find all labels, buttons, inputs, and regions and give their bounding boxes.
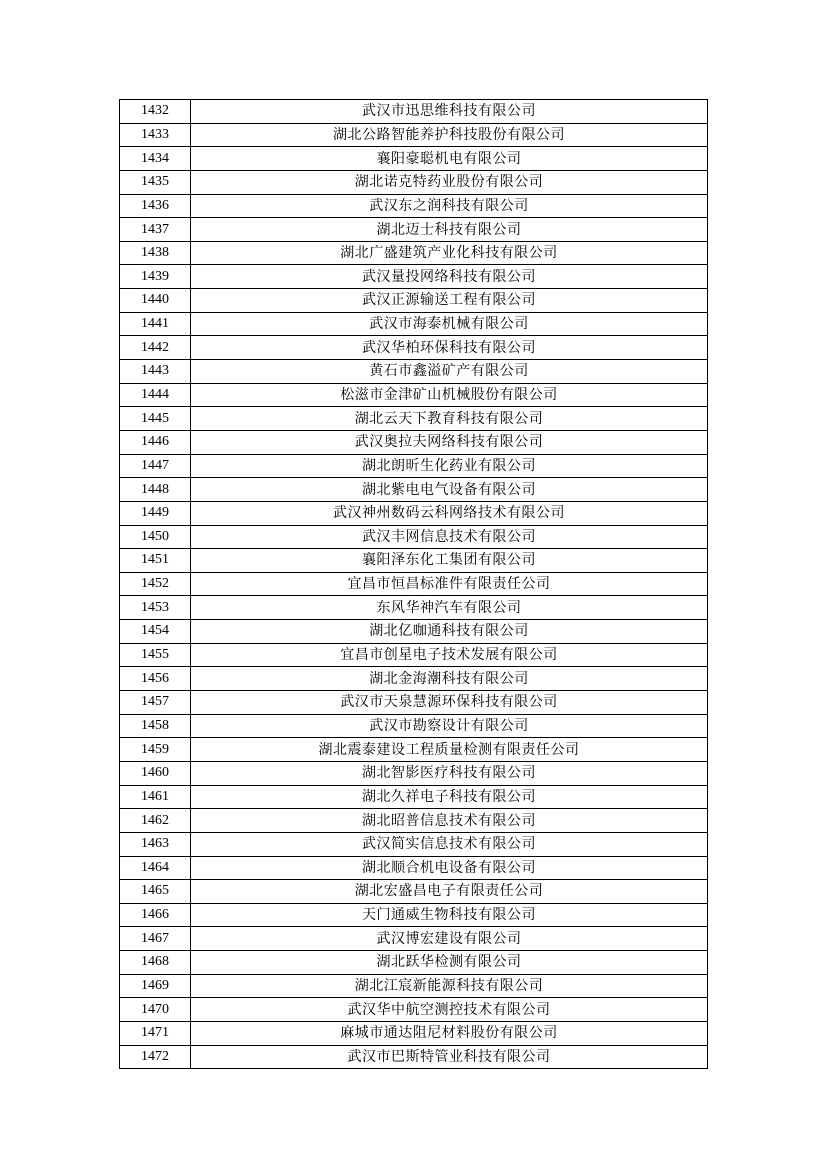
table-row — [120, 407, 708, 431]
table-row — [120, 218, 708, 242]
company-name-cell: 武汉奥拉夫网络科技有限公司 — [191, 430, 708, 454]
table-row — [120, 832, 708, 856]
table-row — [120, 596, 708, 620]
row-number-cell: 1433 — [120, 123, 191, 147]
row-number-cell: 1458 — [120, 714, 191, 738]
row-number-cell: 1448 — [120, 478, 191, 502]
table-row — [120, 454, 708, 478]
company-list-body — [120, 100, 708, 1069]
company-name-cell: 武汉博宏建设有限公司 — [191, 927, 708, 951]
company-name-cell: 武汉正源输送工程有限公司 — [191, 289, 708, 313]
table-row — [120, 903, 708, 927]
table-row — [120, 430, 708, 454]
company-name-cell: 湖北云天下教育科技有限公司 — [191, 407, 708, 431]
row-number-cell: 1436 — [120, 194, 191, 218]
row-number-cell: 1440 — [120, 289, 191, 313]
table-row — [120, 194, 708, 218]
row-number-cell: 1445 — [120, 407, 191, 431]
row-number-cell: 1452 — [120, 572, 191, 596]
company-name-cell: 麻城市通达阻尼材料股份有限公司 — [191, 1021, 708, 1045]
row-number-cell: 1444 — [120, 383, 191, 407]
company-name-cell: 武汉市迅思维科技有限公司 — [191, 100, 708, 124]
table-row — [120, 265, 708, 289]
table-row — [120, 620, 708, 644]
row-number-cell: 1462 — [120, 809, 191, 833]
company-name-cell: 湖北迈士科技有限公司 — [191, 218, 708, 242]
row-number-cell: 1434 — [120, 147, 191, 171]
table-row — [120, 880, 708, 904]
table-row — [120, 643, 708, 667]
table-row — [120, 123, 708, 147]
company-name-cell: 天门通威生物科技有限公司 — [191, 903, 708, 927]
company-name-cell: 武汉丰网信息技术有限公司 — [191, 525, 708, 549]
row-number-cell: 1446 — [120, 430, 191, 454]
row-number-cell: 1461 — [120, 785, 191, 809]
company-name-cell: 宜昌市恒昌标准件有限责任公司 — [191, 572, 708, 596]
company-name-cell: 襄阳豪聪机电有限公司 — [191, 147, 708, 171]
row-number-cell: 1466 — [120, 903, 191, 927]
table-row — [120, 1045, 708, 1069]
row-number-cell: 1457 — [120, 691, 191, 715]
table-row — [120, 360, 708, 384]
row-number-cell: 1442 — [120, 336, 191, 360]
row-number-cell: 1455 — [120, 643, 191, 667]
company-name-cell: 武汉华中航空测控技术有限公司 — [191, 998, 708, 1022]
row-number-cell: 1432 — [120, 100, 191, 124]
table-row — [120, 785, 708, 809]
company-name-cell: 武汉神州数码云科网络技术有限公司 — [191, 501, 708, 525]
company-name-cell: 湖北诺克特药业股份有限公司 — [191, 170, 708, 194]
company-name-cell: 湖北久祥电子科技有限公司 — [191, 785, 708, 809]
row-number-cell: 1467 — [120, 927, 191, 951]
company-name-cell: 湖北震泰建设工程质量检测有限责任公司 — [191, 738, 708, 762]
company-name-cell: 武汉简实信息技术有限公司 — [191, 832, 708, 856]
row-number-cell: 1465 — [120, 880, 191, 904]
company-name-cell: 湖北紫电电气设备有限公司 — [191, 478, 708, 502]
table-row — [120, 147, 708, 171]
company-name-cell: 湖北宏盛昌电子有限责任公司 — [191, 880, 708, 904]
row-number-cell: 1449 — [120, 501, 191, 525]
company-name-cell: 湖北顺合机电设备有限公司 — [191, 856, 708, 880]
table-row — [120, 478, 708, 502]
row-number-cell: 1472 — [120, 1045, 191, 1069]
company-name-cell: 湖北昭普信息技术有限公司 — [191, 809, 708, 833]
company-name-cell: 松滋市金津矿山机械股份有限公司 — [191, 383, 708, 407]
company-name-cell: 湖北朗昕生化药业有限公司 — [191, 454, 708, 478]
row-number-cell: 1470 — [120, 998, 191, 1022]
row-number-cell: 1454 — [120, 620, 191, 644]
company-name-cell: 湖北亿咖通科技有限公司 — [191, 620, 708, 644]
company-name-cell: 湖北跃华检测有限公司 — [191, 951, 708, 975]
row-number-cell: 1463 — [120, 832, 191, 856]
company-name-cell: 湖北广盛建筑产业化科技有限公司 — [191, 241, 708, 265]
row-number-cell: 1435 — [120, 170, 191, 194]
company-name-cell: 黄石市鑫溢矿产有限公司 — [191, 360, 708, 384]
table-row — [120, 809, 708, 833]
table-row — [120, 714, 708, 738]
table-row — [120, 312, 708, 336]
table-row — [120, 951, 708, 975]
table-row — [120, 336, 708, 360]
table-row — [120, 998, 708, 1022]
company-name-cell: 襄阳泽东化工集团有限公司 — [191, 549, 708, 573]
table-row — [120, 100, 708, 124]
table-row — [120, 761, 708, 785]
company-name-cell: 东风华神汽车有限公司 — [191, 596, 708, 620]
row-number-cell: 1439 — [120, 265, 191, 289]
row-number-cell: 1469 — [120, 974, 191, 998]
table-row — [120, 691, 708, 715]
company-name-cell: 武汉市天泉慧源环保科技有限公司 — [191, 691, 708, 715]
row-number-cell: 1447 — [120, 454, 191, 478]
company-name-cell: 武汉市海泰机械有限公司 — [191, 312, 708, 336]
row-number-cell: 1471 — [120, 1021, 191, 1045]
company-list-table — [119, 99, 708, 1069]
table-row — [120, 1021, 708, 1045]
table-row — [120, 289, 708, 313]
table-row — [120, 525, 708, 549]
table-row — [120, 667, 708, 691]
company-name-cell: 武汉东之润科技有限公司 — [191, 194, 708, 218]
row-number-cell: 1438 — [120, 241, 191, 265]
row-number-cell: 1443 — [120, 360, 191, 384]
company-name-cell: 湖北金海潮科技有限公司 — [191, 667, 708, 691]
company-name-cell: 武汉市巴斯特管业科技有限公司 — [191, 1045, 708, 1069]
company-name-cell: 湖北公路智能养护科技股份有限公司 — [191, 123, 708, 147]
row-number-cell: 1456 — [120, 667, 191, 691]
company-name-cell: 湖北智影医疗科技有限公司 — [191, 761, 708, 785]
company-name-cell: 湖北江宸新能源科技有限公司 — [191, 974, 708, 998]
company-name-cell: 宜昌市创星电子技术发展有限公司 — [191, 643, 708, 667]
company-name-cell: 武汉市勘察设计有限公司 — [191, 714, 708, 738]
row-number-cell: 1459 — [120, 738, 191, 762]
table-row — [120, 549, 708, 573]
row-number-cell: 1451 — [120, 549, 191, 573]
table-row — [120, 170, 708, 194]
table-row — [120, 572, 708, 596]
company-name-cell: 武汉华柏环保科技有限公司 — [191, 336, 708, 360]
row-number-cell: 1468 — [120, 951, 191, 975]
row-number-cell: 1460 — [120, 761, 191, 785]
table-row — [120, 501, 708, 525]
company-name-cell: 武汉量投网络科技有限公司 — [191, 265, 708, 289]
table-row — [120, 856, 708, 880]
row-number-cell: 1441 — [120, 312, 191, 336]
row-number-cell: 1464 — [120, 856, 191, 880]
table-row — [120, 241, 708, 265]
table-row — [120, 974, 708, 998]
table-row — [120, 738, 708, 762]
table-row — [120, 927, 708, 951]
row-number-cell: 1437 — [120, 218, 191, 242]
row-number-cell: 1453 — [120, 596, 191, 620]
row-number-cell: 1450 — [120, 525, 191, 549]
table-row — [120, 383, 708, 407]
